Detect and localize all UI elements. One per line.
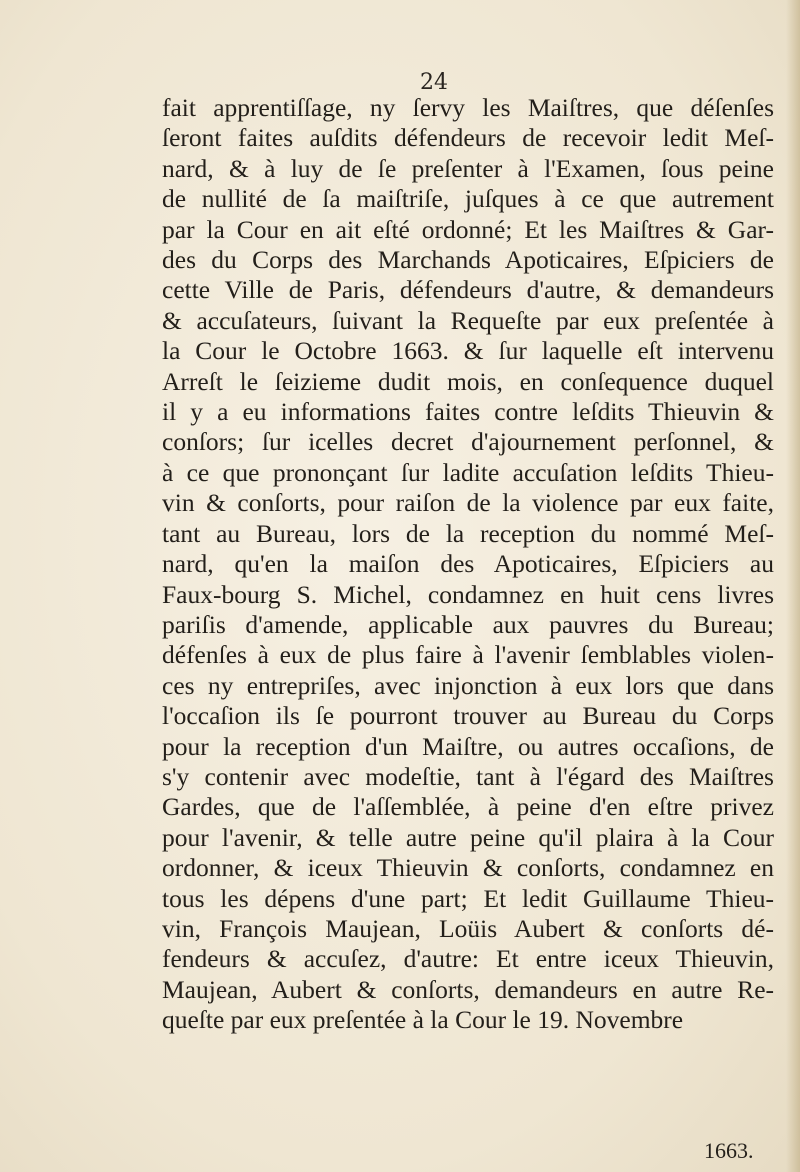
text-line: s'y contenir avec modeſtie, tant à l'égard des Maiſtres xyxy=(162,761,774,791)
text-line: par la Cour en ait eſté ordonné; Et les Maiſtres & Gar- xyxy=(162,214,774,244)
text-line: la Cour le Octobre 1663. & ſur laquelle eſt intervenu xyxy=(162,336,774,366)
body-text xyxy=(162,93,774,1036)
text-line: ſeront faites auſdits défendeurs de recevoir ledit Meſ- xyxy=(162,123,774,153)
text-line: Faux-bourg S. Michel, condamnez en huit cens livres xyxy=(162,579,774,609)
text-line: vin & conſorts, pour raiſon de la violence par eux faite, xyxy=(162,488,774,518)
text-line: cette Ville de Paris, défendeurs d'autre, & demandeurs xyxy=(162,275,774,305)
text-line: de nullité de ſa maiſtriſe, juſques à ce que autrement xyxy=(162,184,774,214)
text-line: Gardes, que de l'aſſemblée, à peine d'en eſtre privez xyxy=(162,792,774,822)
text-line: nard, qu'en la maiſon des Apoticaires, Eſpiciers au xyxy=(162,549,774,579)
text-line: tous les dépens d'une part; Et ledit Guillaume Thieu- xyxy=(162,883,774,913)
text-line: tant au Bureau, lors de la reception du nommé Meſ- xyxy=(162,518,774,548)
page-number: 24 xyxy=(420,70,448,95)
text-line: défenſes à eux de plus faire à l'avenir ſemblables violen- xyxy=(162,640,774,670)
text-line: queſte par eux preſentée à la Cour le 19. Novembre xyxy=(162,1005,684,1035)
catchword: 1663. xyxy=(704,1138,754,1163)
text-line: Arreſt le ſeizieme dudit mois, en conſequence duquel xyxy=(162,366,774,396)
text-line: pariſis d'amende, applicable aux pauvres du Bureau; xyxy=(162,609,774,639)
text-line: pour la reception d'un Maiſtre, ou autres occaſions, de xyxy=(162,731,774,761)
text-line: à ce que prononçant ſur ladite accuſation leſdits Thieu- xyxy=(162,457,774,487)
text-line: l'occaſion ils ſe pourront trouver au Bureau du Corps xyxy=(162,701,774,731)
text-line: & accuſateurs, ſuivant la Requeſte par eux preſentée à xyxy=(162,305,774,335)
text-line: des du Corps des Marchands Apoticaires, Eſpiciers de xyxy=(162,245,774,275)
text-line: Maujean, Aubert & conſorts, demandeurs en autre Re- xyxy=(162,974,774,1004)
page-edge-shadow xyxy=(786,0,800,1172)
text-line: ces ny entrepriſes, avec injonction à eux lors que dans xyxy=(162,670,774,700)
text-line: nard, & à luy de ſe preſenter à l'Examen, ſous peine xyxy=(162,153,774,183)
text-line: fendeurs & accuſez, d'autre: Et entre iceux Thieuvin, xyxy=(162,944,774,974)
text-line: pour l'avenir, & telle autre peine qu'il plaira à la Cour xyxy=(162,822,774,852)
text-line: vin, François Maujean, Loüis Aubert & conſorts dé- xyxy=(162,913,774,943)
text-line: ordonner, & iceux Thieuvin & conſorts, condamnez en xyxy=(162,853,774,883)
text-line: fait apprentiſſage, ny ſervy les Maiſtres, que déſenſes xyxy=(162,93,774,122)
text-line: il y a eu informations faites contre leſdits Thieuvin & xyxy=(162,397,774,427)
text-line: conſors; ſur icelles decret d'ajournement perſonnel, & xyxy=(162,427,774,457)
